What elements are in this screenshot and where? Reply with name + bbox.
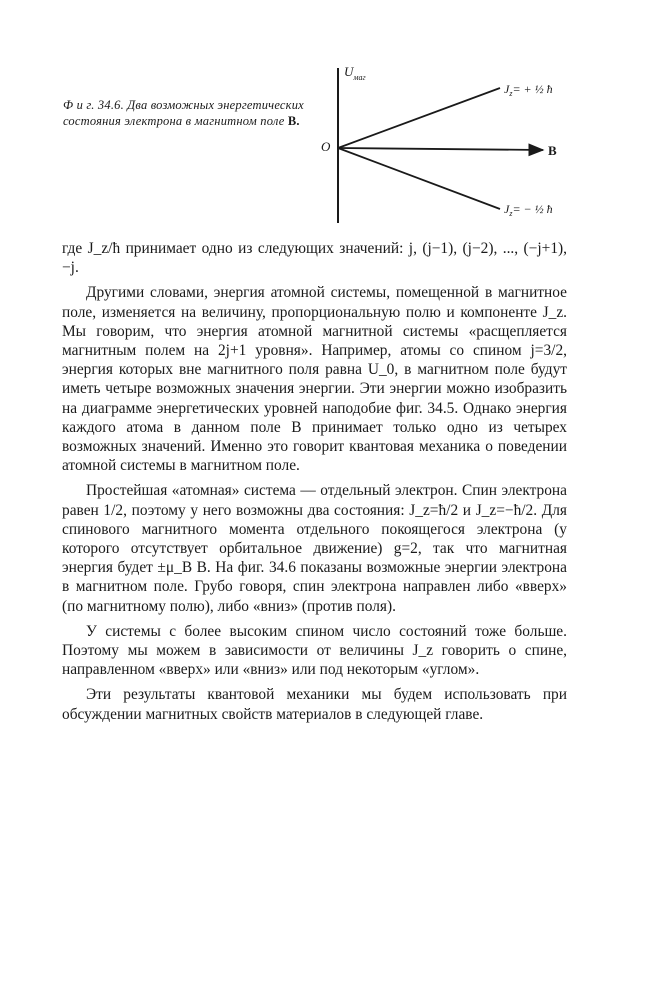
body-text — [62, 239, 567, 724]
upper-line-sub: z — [509, 89, 513, 98]
axis-x-label: B — [548, 143, 557, 158]
caption-vector: B. — [287, 114, 300, 128]
paragraph-1: Другими словами, энергия атомной системы, помещенной в магнитное поле, изменяется на величину, пропорциональную полю и компоненте J_z. Мы говорим, что энергия атомной магнитной системы «расщепляется магнитным полем на 2j+1 уровня». Например, атомы со спином j=3/2, энергия которых вне магнитного поля равна U_0, в магнитном поле будут иметь четыре возможных значения энергии. Эти энергии можно изобразить на диаграмме энергетических уровней наподобие фиг. 34.5. Однако энергия каждого атома в данном поле B принимает только одно из четырех возможных значений. Именно это говорит квантовая механика о поведении атомной системы в магнитном поле. — [62, 284, 567, 475]
upper-energy-line — [338, 88, 500, 148]
upper-line-label: J — [504, 82, 510, 96]
upper-line-value: = + ½ ħ — [512, 82, 553, 96]
caption-label: Ф и г. 34.6. — [63, 98, 124, 112]
svg-text:Jz= − ½ ħ — [504, 202, 553, 218]
svg-text:Uмаг — [344, 64, 366, 82]
figure-caption — [63, 97, 323, 129]
paragraph-3: У системы с более высоким спином число состояний тоже больше. Поэтому мы можем в зависимости от величины J_z говорить о спине, направленном «вверх» или «вниз» или под некоторым «углом». — [62, 622, 567, 679]
lower-energy-line — [338, 148, 500, 209]
caption-text: Два возможных энергетических состояния электрона в магнитном поле — [63, 98, 304, 128]
lower-line-label: J — [504, 202, 510, 216]
axis-y-sub: маг — [353, 73, 366, 82]
paragraph-0: где J_z/ħ принимает одно из следующих значений: j, (j−1), (j−2), ..., (−j+1), −j. — [62, 240, 567, 277]
lower-line-sub: z — [509, 209, 513, 218]
axis-y-label: U — [344, 64, 354, 79]
origin-label: O — [321, 139, 331, 154]
energy-diagram — [318, 58, 598, 228]
svg-text:Jz= + ½ ħ — [504, 82, 553, 98]
paragraph-4: Эти результаты квантовой механики мы будем использовать при обсуждении магнитных свойств материалов в следующей главе. — [62, 686, 567, 723]
field-axis — [338, 148, 543, 150]
lower-line-value: = − ½ ħ — [512, 202, 553, 216]
paragraph-2: Простейшая «атомная» система — отдельный электрон. Спин электрона равен 1/2, поэтому у него возможны два состояния: J_z=ħ/2 и J_z=−ħ/2. Для спинового магнитного момента отдельного покоящегося электрона (у которого отсутствует орбитальное движение) g=2, так что магнитная энергия будет ±μ_B B. На фиг. 34.6 показаны возможные энергии электрона в магнитном поле. Грубо говоря, спин электрона направлен либо «вверх» (по магнитному полю), либо «вниз» (против поля). — [62, 482, 567, 615]
